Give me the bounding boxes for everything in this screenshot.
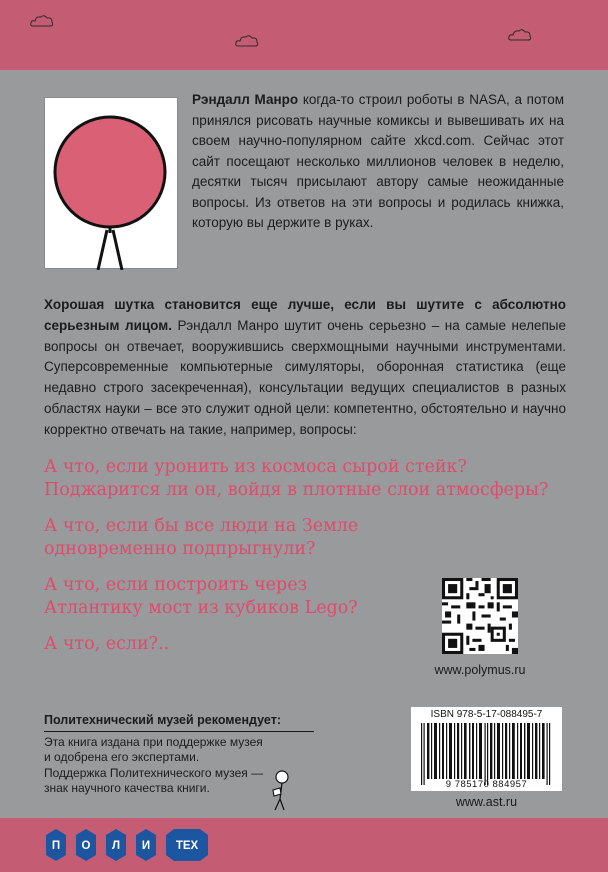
logo-letter: Л	[111, 840, 121, 852]
cloud-icon	[508, 28, 532, 42]
question-item: А что, если?..	[44, 634, 170, 654]
logo-tech-block	[166, 829, 208, 861]
polytech-logo	[40, 825, 230, 865]
barcode-number: 9 785170 884957	[445, 779, 528, 790]
cloud-icon	[30, 14, 54, 28]
logo-hexagon	[46, 829, 66, 861]
description	[44, 295, 566, 441]
ast-website-link[interactable]: www.ast.ru	[455, 795, 518, 809]
recommendation-line: знак научного качества книги.	[44, 781, 210, 795]
cloud-icon	[235, 34, 259, 48]
logo-letter: П	[51, 840, 61, 852]
isbn-text: ISBN 978-5-17-088495-7	[430, 709, 543, 720]
description-lead: Хорошая шутка становится еще лучше, если вы шутите с абсолютно серьезным лицом.	[44, 297, 566, 333]
qr-code[interactable]	[442, 578, 518, 654]
stick-figure-reading-icon	[268, 770, 292, 812]
barcode	[411, 707, 562, 791]
description-p1: Рэндалл Манро шутит очень серьезно – на самые нелепые вопросы он отвечает, вооружившись сверхмощными научными инструментами.	[44, 317, 566, 354]
top-band	[0, 0, 608, 70]
recommendation-line: и одобрена его экспертами.	[44, 750, 200, 764]
question-item: А что, если уронить из космоса сырой стейк? Поджарится ли он, войдя в плотные слои атмосферы?	[44, 457, 549, 500]
logo-hexagon	[106, 829, 126, 861]
logo-letter: И	[141, 840, 151, 852]
polymus-website-link[interactable]: www.polymus.ru	[434, 663, 526, 677]
logo-word: ТЕХ	[175, 840, 199, 852]
author-bio-text: когда-то строил роботы в NASA, а потом принялся рисовать научные комиксы и вывешивать их на своем научно-популярном сайте xkcd.com. Сейчас этот сайт посещают несколько миллионов человек в неделю, десятки тысяч присылают автору самые неожиданные вопросы. Из ответов на эти вопросы и родилась книжка, которую вы держите в руках.	[192, 92, 564, 230]
recommendation-heading: Политехнический музей рекомендует:	[44, 713, 281, 727]
divider	[44, 731, 314, 732]
logo-hexagon	[76, 829, 96, 861]
recommendation-line: Поддержка Политехнического музея —	[44, 765, 264, 780]
logo-letter: О	[81, 840, 91, 852]
recommendation-line: Эта книга издана при поддержке музея	[44, 734, 263, 749]
author-portrait	[44, 97, 178, 269]
question-item: А что, если бы все люди на Земле одновременно подпрыгнули?	[44, 516, 359, 559]
description-p2: Суперсовременные компьютерные симуляторы, оборонная статистика (еще недавно строго засекреченная), консультации ведущих специалистов в разных областях науки – все это служит одной цели: компетентно, обстоятельно и научно корректно отвечать на такие, например, вопросы:	[44, 359, 566, 437]
logo-hexagon	[136, 829, 156, 861]
question-item: А что, если построить через Атлантику мост из кубиков Lego?	[44, 575, 358, 618]
stick-figure-illustration	[45, 98, 179, 270]
author-bio	[192, 90, 564, 234]
author-name: Рэндалл Манро	[192, 92, 299, 107]
